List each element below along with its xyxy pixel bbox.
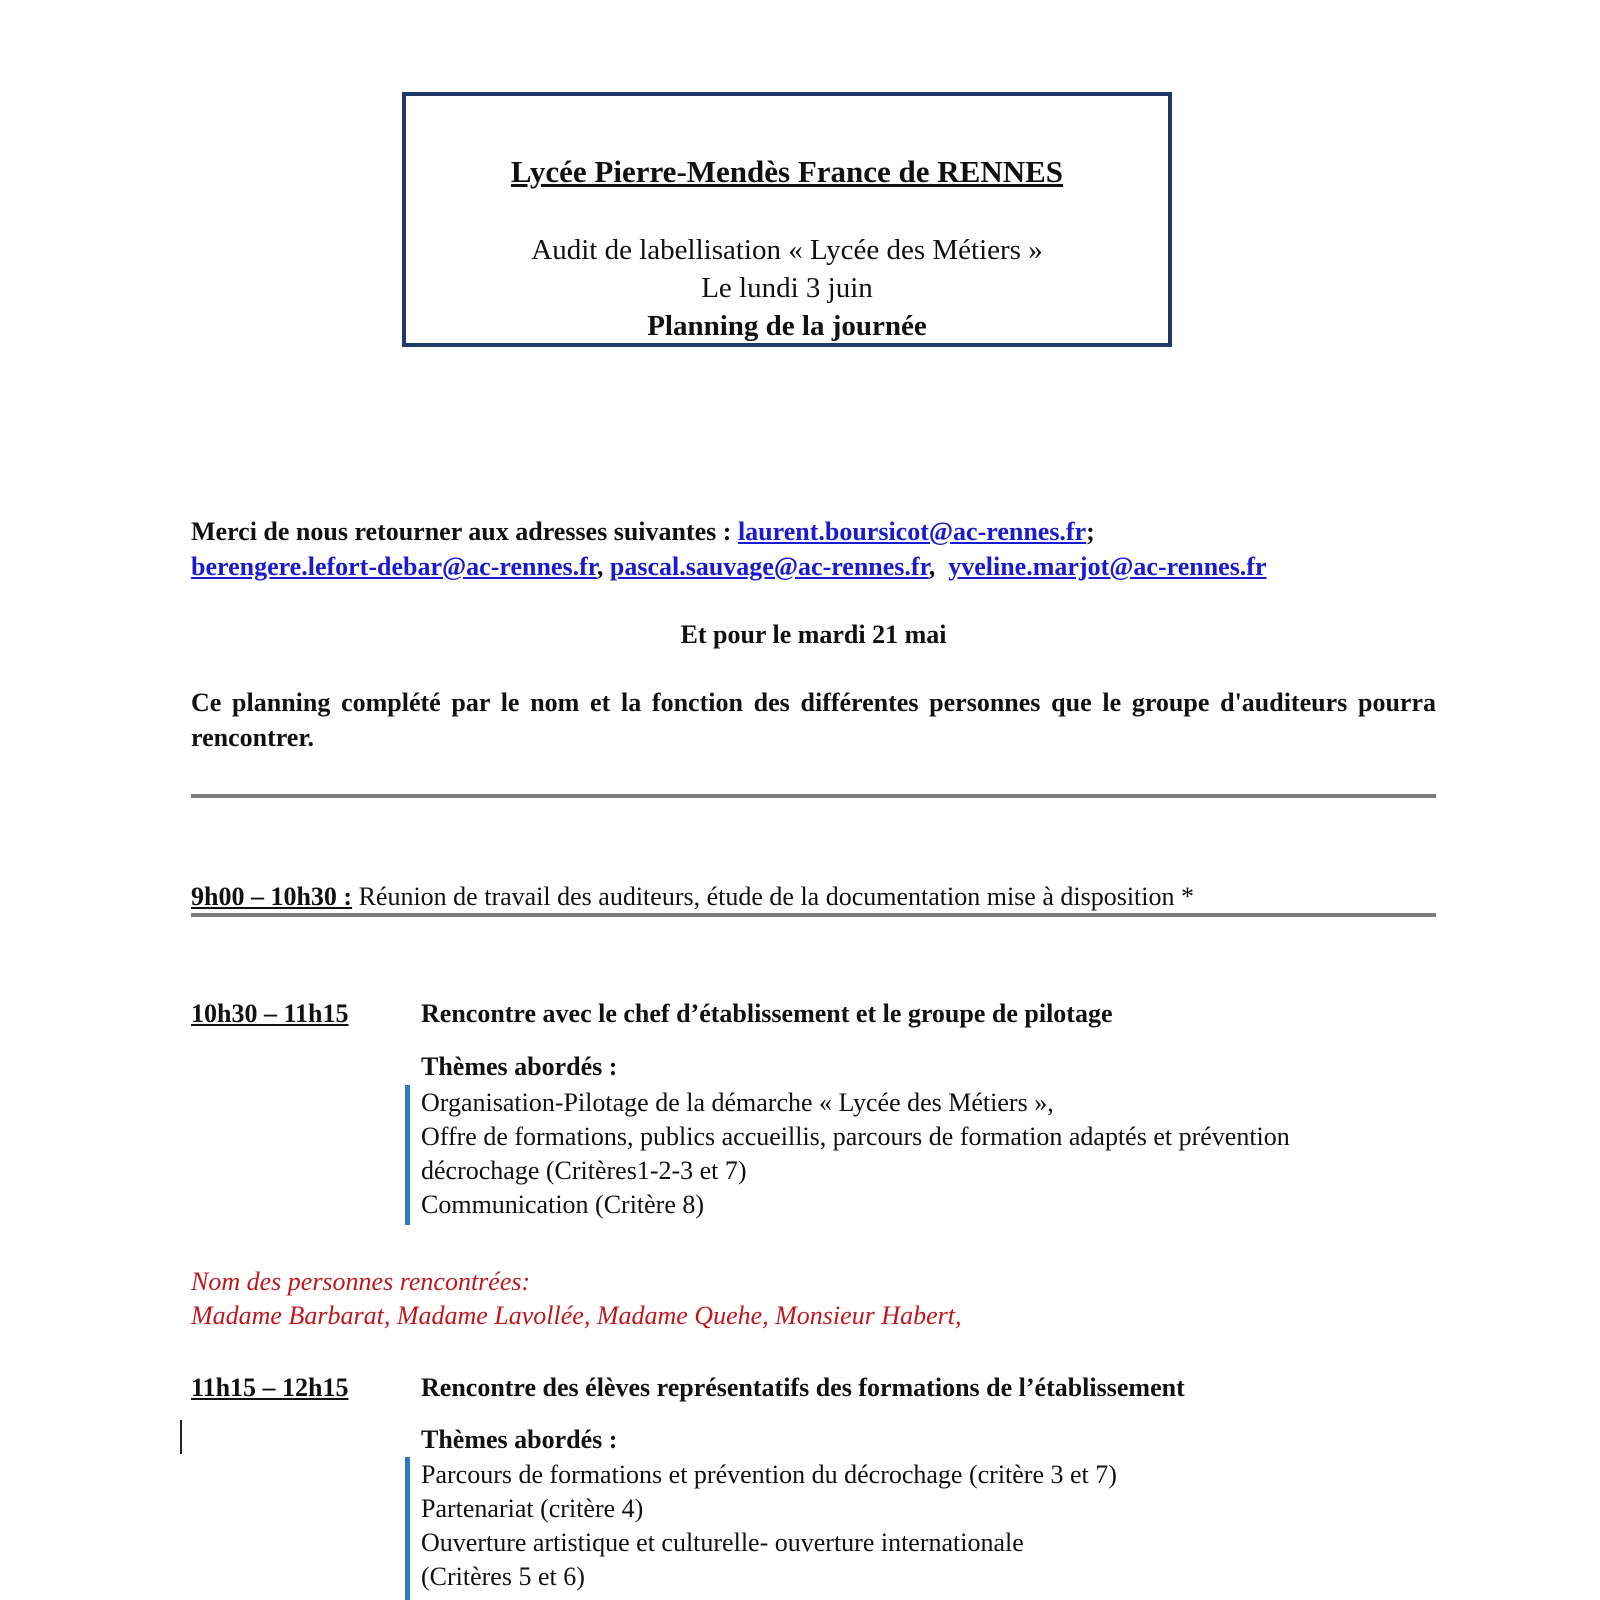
request-text: Ce planning complété par le nom et la fonction des différentes personnes que le groupe d'auditeurs pourra rencontrer.	[191, 688, 1436, 752]
divider	[191, 794, 1436, 798]
themes-list	[421, 1086, 1441, 1222]
deadline: Et pour le mardi 21 mai	[680, 620, 947, 649]
email-link-boursicot[interactable]: laurent.boursicot@ac-rennes.fr	[737, 517, 1087, 546]
theme-item: (Critères 5 et 6)	[421, 1562, 585, 1591]
theme-item: Communication (Critère 8)	[421, 1190, 705, 1219]
email-link-marjot[interactable]: yveline.marjot@ac-rennes.fr	[948, 552, 1267, 581]
people-names: Madame Barbarat, Madame Lavollée, Madame Quehe, Monsieur Habert,	[191, 1301, 962, 1330]
slot-time: 10h30 – 11h15	[191, 999, 349, 1028]
audit-date: Le lundi 3 juin	[701, 272, 873, 304]
themes-list	[421, 1458, 1441, 1594]
slot-time: 9h00 – 10h30 :	[191, 882, 353, 911]
themes-heading: Thèmes abordés :	[421, 1425, 618, 1454]
slot-time: 11h15 – 12h15	[191, 1373, 349, 1402]
theme-item: Partenariat (critère 4)	[421, 1494, 644, 1523]
contact-intro: Merci de nous retourner aux adresses suivantes :	[191, 517, 738, 546]
divider	[191, 913, 1436, 917]
theme-item: Parcours de formations et prévention du décrochage (critère 3 et 7)	[421, 1460, 1117, 1489]
people-label: Nom des personnes rencontrées:	[191, 1267, 531, 1296]
theme-item: Ouverture artistique et culturelle- ouverture internationale	[421, 1528, 1024, 1557]
planning-title: Planning de la journée	[647, 310, 927, 342]
themes-bar	[405, 1457, 410, 1600]
email-link-sauvage[interactable]: pascal.sauvage@ac-rennes.fr	[609, 552, 929, 581]
theme-item: décrochage (Critères1-2-3 et 7)	[421, 1156, 747, 1185]
themes-heading: Thèmes abordés :	[421, 1052, 618, 1081]
audit-title: Audit de labellisation « Lycée des Métiers »	[531, 234, 1043, 266]
text-cursor	[180, 1420, 182, 1454]
school-name: Lycée Pierre-Mendès France de RENNES	[510, 154, 1064, 189]
title-box	[402, 92, 1172, 347]
slot-title: Rencontre des élèves représentatifs des formations de l’établissement	[421, 1373, 1185, 1402]
theme-item: Offre de formations, publics accueillis, parcours de formation adaptés et prévention	[421, 1122, 1290, 1151]
email-link-lefort-debar[interactable]: berengere.lefort-debar@ac-rennes.fr	[191, 552, 597, 581]
contact-paragraph: Merci de nous retourner aux adresses suivantes : laurent.boursicot@ac-rennes.fr; berengere.lefort-debar@ac-rennes.fr, pascal.sauvage@ac-rennes.fr, yveline.marjot@ac-rennes.fr	[191, 517, 1267, 581]
slot-9h00	[191, 880, 1441, 914]
theme-item: Organisation-Pilotage de la démarche « Lycée des Métiers »,	[421, 1088, 1054, 1117]
themes-bar	[405, 1085, 410, 1225]
slot-description: Réunion de travail des auditeurs, étude de la documentation mise à disposition *	[352, 882, 1194, 911]
slot-title: Rencontre avec le chef d’établissement et le groupe de pilotage	[421, 999, 1113, 1028]
people-block	[191, 1265, 1441, 1333]
